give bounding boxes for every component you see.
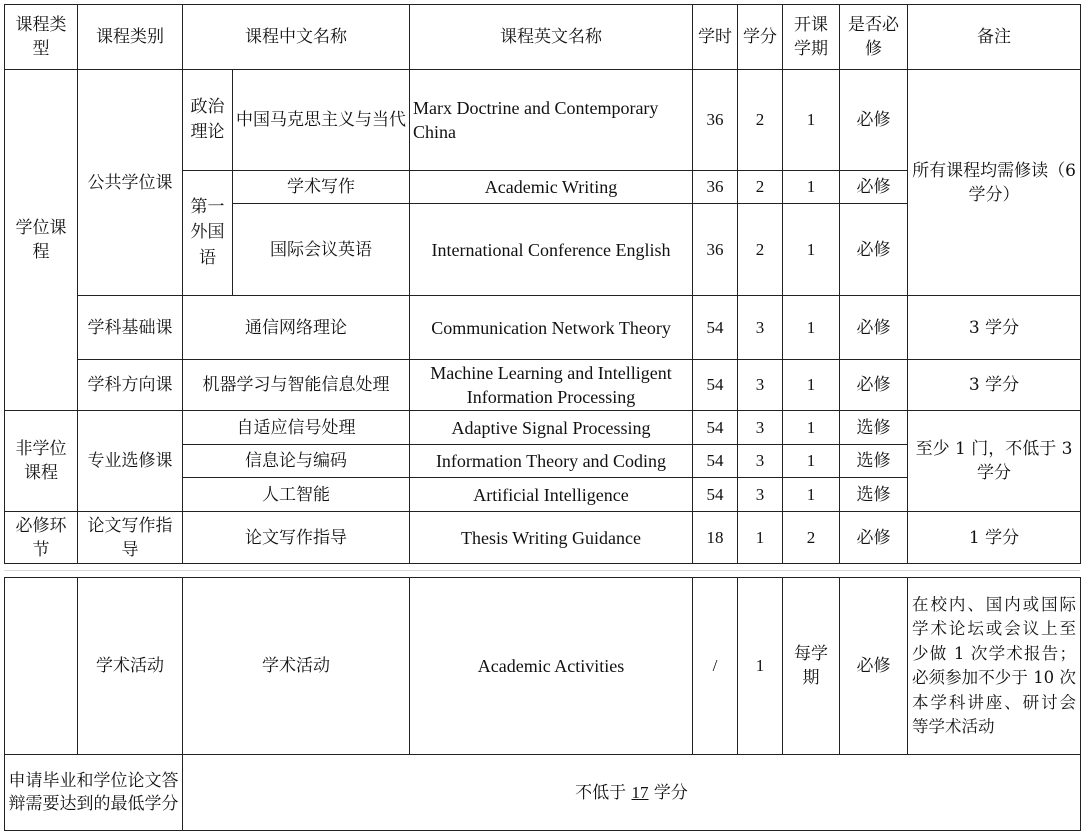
table-row (5, 512, 1081, 564)
course-cn-name: 自适应信号处理 (183, 411, 410, 445)
header-en-name: 课程英文名称 (410, 5, 693, 70)
course-en-name: Academic Writing (410, 171, 693, 204)
course-required: 必修 (840, 360, 908, 411)
course-credits: 3 (738, 411, 783, 445)
group-required-link: 必修环节 (5, 512, 78, 564)
group-thesis-writing: 论文写作指导 (78, 512, 183, 564)
minimum-credits-cell (183, 755, 1081, 831)
header-course-type: 课程类型 (5, 5, 78, 70)
course-semester: 1 (783, 296, 840, 360)
course-en-name: Artificial Intelligence (410, 478, 693, 512)
header-hours: 学时 (693, 5, 738, 70)
course-credits: 3 (738, 478, 783, 512)
activities-credits: 1 (738, 578, 783, 755)
course-en-name: Machine Learning and Intelligent Information Processing (410, 360, 693, 411)
page-break-divider (4, 570, 1080, 571)
course-credits: 1 (738, 512, 783, 564)
activities-remark: 在校内、国内或国际学术论坛或会议上至少做 1 次学术报告；必须参加不少于 10 次本学科讲座、研讨会等学术活动 (908, 578, 1081, 755)
course-semester: 1 (783, 445, 840, 478)
course-required: 必修 (840, 512, 908, 564)
course-semester: 1 (783, 478, 840, 512)
group-subject-direction: 学科方向课 (78, 360, 183, 411)
course-hours: 54 (693, 360, 738, 411)
activities-category: 学术活动 (78, 578, 183, 755)
course-hours: 54 (693, 478, 738, 512)
course-required: 必修 (840, 296, 908, 360)
course-credits: 2 (738, 171, 783, 204)
table-row (5, 360, 1081, 411)
course-hours: 54 (693, 411, 738, 445)
group-subject-basic: 学科基础课 (78, 296, 183, 360)
course-semester: 2 (783, 512, 840, 564)
course-cn-name: 通信网络理论 (183, 296, 410, 360)
course-hours: 18 (693, 512, 738, 564)
group-non-degree-courses: 非学位课程 (5, 411, 78, 512)
remark-direction: 3 学分 (908, 360, 1081, 411)
activities-en-name: Academic Activities (410, 578, 693, 755)
table-row (5, 296, 1081, 360)
course-credits: 3 (738, 296, 783, 360)
course-cn-name: 信息论与编码 (183, 445, 410, 478)
header-cn-name: 课程中文名称 (183, 5, 410, 70)
header-credits: 学分 (738, 5, 783, 70)
course-semester: 1 (783, 411, 840, 445)
course-credits: 3 (738, 445, 783, 478)
course-hours: 54 (693, 296, 738, 360)
course-hours: 36 (693, 171, 738, 204)
course-cn-name: 机器学习与智能信息处理 (183, 360, 410, 411)
activities-hours: / (693, 578, 738, 755)
course-cn-name: 国际会议英语 (233, 204, 410, 296)
remark-thesis: 1 学分 (908, 512, 1081, 564)
course-credits: 3 (738, 360, 783, 411)
course-required: 必修 (840, 70, 908, 171)
header-row (5, 5, 1081, 70)
course-required: 选修 (840, 478, 908, 512)
activities-type-empty (5, 578, 78, 755)
course-semester: 1 (783, 70, 840, 171)
minimum-credits-value: 17 (631, 782, 649, 802)
course-en-name: Marx Doctrine and Contemporary China (410, 70, 693, 171)
minimum-credits-prefix: 不低于 (575, 782, 632, 803)
course-en-name: Thesis Writing Guidance (410, 512, 693, 564)
course-cn-name: 论文写作指导 (183, 512, 410, 564)
group-foreign-language: 第一外国语 (183, 171, 233, 296)
course-en-name: Communication Network Theory (410, 296, 693, 360)
header-course-category: 课程类别 (78, 5, 183, 70)
course-hours: 54 (693, 445, 738, 478)
course-en-name: International Conference English (410, 204, 693, 296)
course-required: 选修 (840, 411, 908, 445)
activities-semester: 每学期 (783, 578, 840, 755)
course-semester: 1 (783, 360, 840, 411)
course-required: 必修 (840, 204, 908, 296)
table-row (5, 411, 1081, 445)
table-row (5, 70, 1081, 171)
activities-table (4, 577, 1081, 831)
course-en-name: Information Theory and Coding (410, 445, 693, 478)
activities-required: 必修 (840, 578, 908, 755)
minimum-credits-suffix: 学分 (648, 782, 688, 803)
course-semester: 1 (783, 204, 840, 296)
course-semester: 1 (783, 171, 840, 204)
course-hours: 36 (693, 204, 738, 296)
course-hours: 36 (693, 70, 738, 171)
header-remarks: 备注 (908, 5, 1081, 70)
curriculum-table (4, 4, 1081, 564)
course-credits: 2 (738, 70, 783, 171)
activities-cn-name: 学术活动 (183, 578, 410, 755)
course-cn-name: 人工智能 (183, 478, 410, 512)
minimum-credits-label: 申请毕业和学位论文答辩需要达到的最低学分 (5, 755, 183, 831)
course-cn-name: 学术写作 (233, 171, 410, 204)
group-major-elective: 专业选修课 (78, 411, 183, 512)
header-semester: 开课学期 (783, 5, 840, 70)
remark-elective: 至少 1 门，不低于 3 学分 (908, 411, 1081, 512)
minimum-credits-row (5, 755, 1081, 831)
course-cn-name: 中国马克思主义与当代 (233, 70, 410, 171)
group-public-degree: 公共学位课 (78, 70, 183, 296)
course-en-name: Adaptive Signal Processing (410, 411, 693, 445)
activities-row (5, 578, 1081, 755)
group-degree-courses: 学位课程 (5, 70, 78, 411)
course-required: 选修 (840, 445, 908, 478)
remark-public: 所有课程均需修读（6 学分） (908, 70, 1081, 296)
remark-basic: 3 学分 (908, 296, 1081, 360)
header-required: 是否必修 (840, 5, 908, 70)
group-politics: 政治理论 (183, 70, 233, 171)
course-required: 必修 (840, 171, 908, 204)
course-credits: 2 (738, 204, 783, 296)
